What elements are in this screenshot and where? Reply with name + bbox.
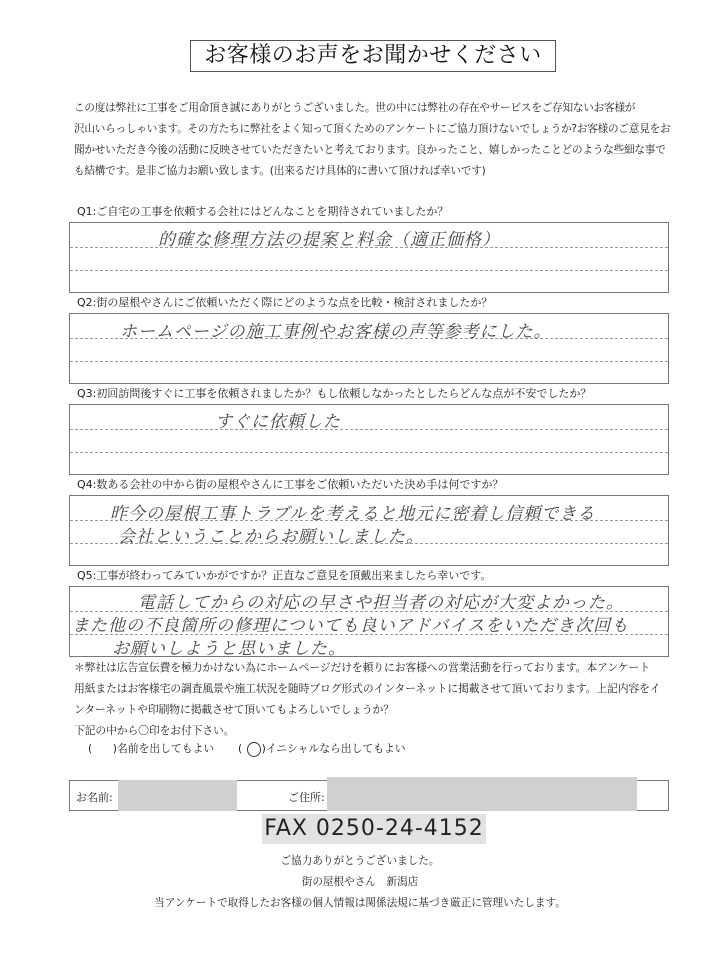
question-2-answer-box[interactable] [69,313,669,384]
name-field-redacted[interactable] [118,780,237,811]
question-2-label: Q2:街の屋根やさんにご依頼いただく際にどのような点を比較・検討されましたか？ [77,296,493,309]
ruled-line [70,429,668,430]
intro-text [74,98,674,182]
publication-note [74,657,674,741]
note-line: 下記の中から〇印をお付下さい。 [74,724,235,737]
ruled-line [70,361,668,362]
question-4-label: Q4:数ある会社の中から街の屋根やさんに工事をご依頼いただいた決め手は何ですか？ [77,478,504,491]
handwritten-answer: 会社ということからお願いしました。 [118,527,424,547]
handwritten-answer: ホームページの施工事例やお客様の声等参考にした。 [120,322,552,342]
intro-line: 聞かせいただき今後の活動に反映させていただきたいと考えております。良かったこと、嬉しかったことどのような些細な事で [74,144,666,156]
handwritten-answer: お願いしようと思いました。 [112,639,346,659]
ruled-line [70,270,668,271]
consent-option-label: イニシャルなら出してもよい [265,742,406,755]
handwritten-answer: 電話してからの対応の早さや担当者の対応が大変よかった。 [138,593,624,613]
handwritten-answer: 昨今の屋根工事トラブルを考えると地元に密着し信頼できる [110,504,596,524]
address-label: ご住所: [288,791,325,804]
intro-line: この度は弊社に工事をご用命頂き誠にありがとうございました。世の中には弊社の存在やサービスをご存知ないお客様が [74,102,636,114]
intro-line: 沢山いらっしゃいます。その方たちに弊社をよく知って頂くためのアンケートにご協力頂けないでしょうか?お客様のご意見をお [74,123,671,135]
question-3-answer-box[interactable] [69,404,669,475]
handwritten-answer: すぐに依頼した [215,412,341,432]
question-5-label: Q5:工事が終わってみていかがですか？正直なご意見を頂戴出来ましたら幸いです。 [77,569,492,582]
question-5-answer-box[interactable] [69,586,669,657]
consent-option-initials[interactable] [238,741,406,757]
store-name: 街の屋根やさん 新潟店 [301,876,419,888]
question-3-label: Q3:初回訪問後すぐに工事を依頼されましたか？もし依頼しなかったとしたらどんな点が不安でしたか？ [77,387,592,400]
thanks-text: ご協力ありがとうございました。 [280,855,440,867]
intro-line: も結構です。是非ご協力お願い致します。(出来るだけ具体的に書いて頂ければ幸いです) [74,165,486,177]
contact-box [69,780,669,811]
form-title: お客様のお声をお聞かせください [190,40,556,72]
circle-mark-icon [247,742,261,757]
ruled-line [70,452,668,453]
name-label: お名前: [76,791,113,804]
note-line: ンターネットや印刷物に掲載させて頂いてもよろしいでしょうか？ [74,703,394,716]
handwritten-answer: 的確な修理方法の提案と料金（適正価格） [158,230,500,250]
checkbox-paren: ( ) [238,742,266,755]
consent-option-label: 名前を出してもよい [117,742,215,755]
note-line: 用紙またはお客様宅の調査風景や施工状況を随時ブログ形式のインターネットに掲載させて頂いております。上記内容をイ [74,682,661,695]
address-field-redacted[interactable] [327,777,637,811]
fax-number: FAX 0250-24-4152 [262,814,486,844]
handwritten-answer: また他の不良箇所の修理についても良いアドバイスをいただき次回も [72,616,630,636]
consent-option-name[interactable] [88,741,214,756]
question-4-answer-box[interactable] [69,495,669,566]
question-1-label: Q1:ご自宅の工事を依頼する会社にはどんなことを期待されていましたか？ [77,205,449,218]
checkbox-paren: ( ) [88,742,118,755]
question-1-answer-box[interactable] [69,222,669,293]
note-line: ＊弊社は広告宣伝費を極力かけない為にホームページだけを頼りにお客様への営業活動を行っております。本アンケート [74,661,650,674]
privacy-notice: 当アンケートで取得したお客様の個人情報は関係法規に基づき厳正に管理いたします。 [154,897,566,909]
